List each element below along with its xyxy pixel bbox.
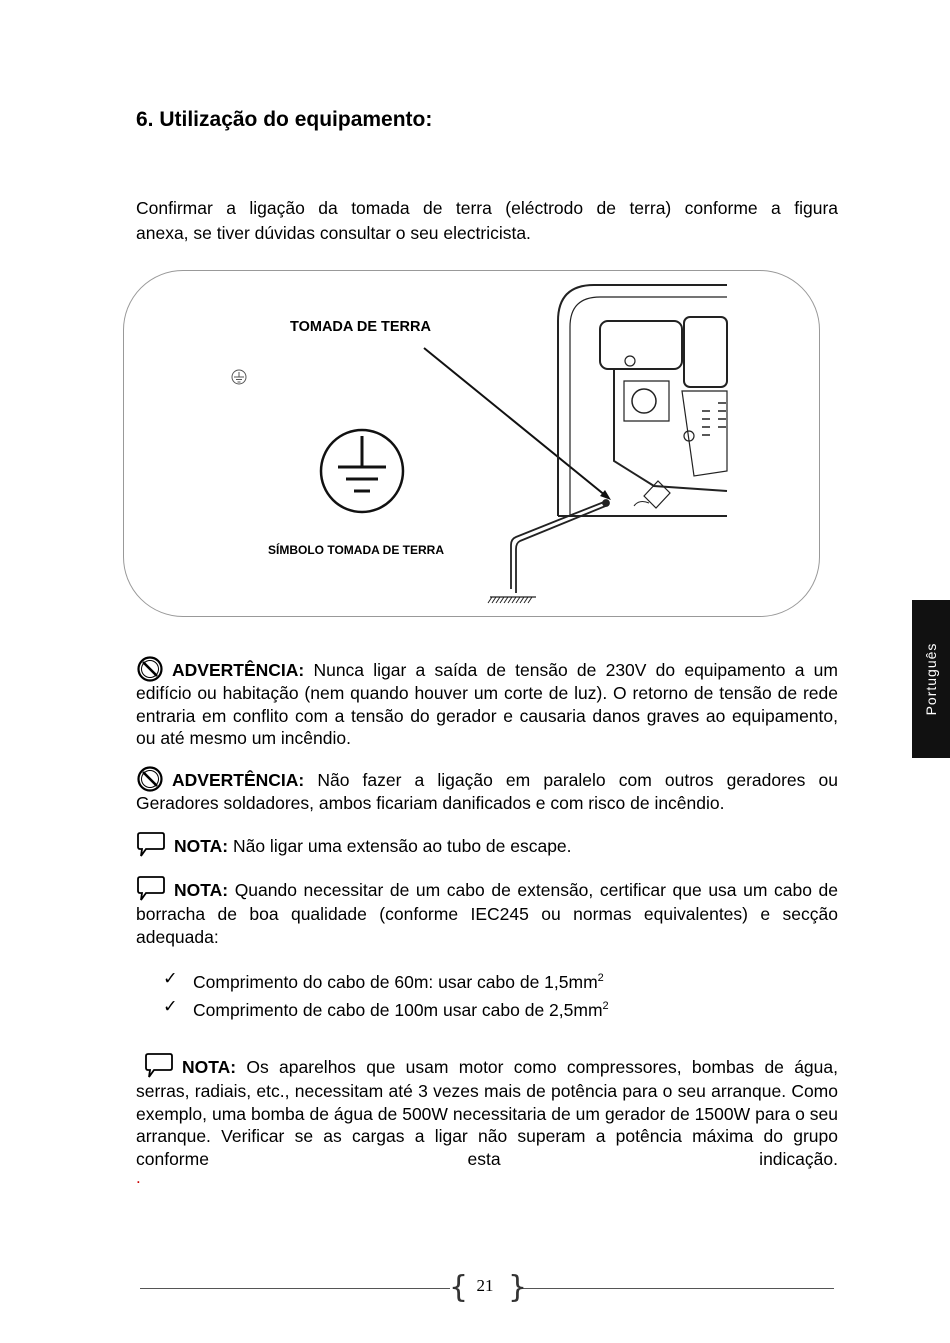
checklist-item: ✓ Comprimento de cabo de 100m usar cabo de $2,5mm^2$	[163, 995, 609, 1020]
note-3-label: NOTA:	[182, 1057, 237, 1077]
intro-line-1: Confirmar a ligação da tomada de terra (eléctrodo de terra) conforme a figura	[136, 198, 838, 218]
grounding-figure	[123, 270, 820, 617]
checklist-item: ✓ Comprimento do cabo de 60m: usar cabo de $1,5mm^2$	[163, 968, 604, 992]
note-block-3	[136, 1056, 838, 1170]
generator-illustration	[558, 285, 727, 516]
prohibition-icon	[136, 766, 164, 792]
note-block-1	[136, 835, 838, 859]
warning-block-1	[136, 659, 838, 750]
warning-2-label: ADVERTÊNCIA:	[172, 770, 305, 790]
warning-1-label: ADVERTÊNCIA:	[172, 660, 305, 680]
figure-label-bottom: SÍMBOLO TOMADA DE TERRA	[268, 543, 444, 557]
note-2-text: Quando necessitar de um cabo de extensão, certificar que usa um cabo de borracha de boa qualidade (conforme IEC245 ou normas equivalentes) e secção adequada:	[136, 880, 838, 947]
note-block-2	[136, 879, 838, 948]
warning-1-text: Nunca ligar a saída de tensão de 230V do equipamento a um edifício ou habitação (nem quando houver um corte de luz). O retorno de tensão de rede entraria em conflito com a tensão do gerador e causaria danos graves ao equipamento, ou até mesmo um incêndio.	[136, 660, 838, 749]
note-speech-bubble-icon	[136, 875, 166, 903]
note-speech-bubble-icon	[136, 831, 166, 859]
pointer-arrow	[424, 348, 611, 500]
language-tab-label: Português	[923, 642, 939, 716]
section-heading: 6. Utilização do equipamento:	[136, 108, 433, 131]
figure-drawing	[124, 271, 819, 616]
footer-bracket-right: }	[508, 1270, 528, 1305]
checkmark-icon: ✓	[163, 968, 178, 988]
language-tab	[912, 600, 950, 758]
note-3-text: Os aparelhos que usam motor como compressores, bombas de água, serras, radiais, etc., necessitam até 3 vezes mais de potência para o seu arranque. Como exemplo, uma bomba de água de 500W necessitaria de um gerador de 1500W para o seu arranque. Verificar se as cargas a ligar não superam a potência máxima do grupo conforme esta indicação.	[136, 1057, 838, 1169]
footer-rule-left	[140, 1288, 450, 1289]
trailing-dot: .	[136, 1168, 141, 1187]
note-speech-bubble-icon	[144, 1052, 174, 1080]
note-2-label: NOTA:	[174, 880, 229, 900]
ground-symbol-large-icon	[321, 430, 403, 512]
prohibition-icon	[136, 656, 164, 682]
intro-paragraph	[136, 196, 838, 246]
checkmark-icon: ✓	[163, 995, 178, 1016]
footer-bracket-left: {	[449, 1270, 469, 1305]
warning-block-2	[136, 769, 838, 815]
ground-symbol-small-icon	[232, 370, 246, 384]
warning-2-text: Não fazer a ligação em paralelo com outros geradores ou Geradores soldadores, ambos ficariam danificados e com risco de incêndio.	[136, 770, 838, 814]
note-1-text: Não ligar uma extensão ao tubo de escape.	[228, 836, 572, 856]
footer-rule-right	[522, 1288, 834, 1289]
page-number: 21	[476, 1276, 494, 1295]
note-1-label: NOTA:	[174, 836, 229, 856]
cable-checklist	[163, 966, 609, 1022]
intro-line-2: anexa, se tiver dúvidas consultar o seu electricista.	[136, 223, 531, 243]
figure-label-top: TOMADA DE TERRA	[290, 319, 431, 335]
